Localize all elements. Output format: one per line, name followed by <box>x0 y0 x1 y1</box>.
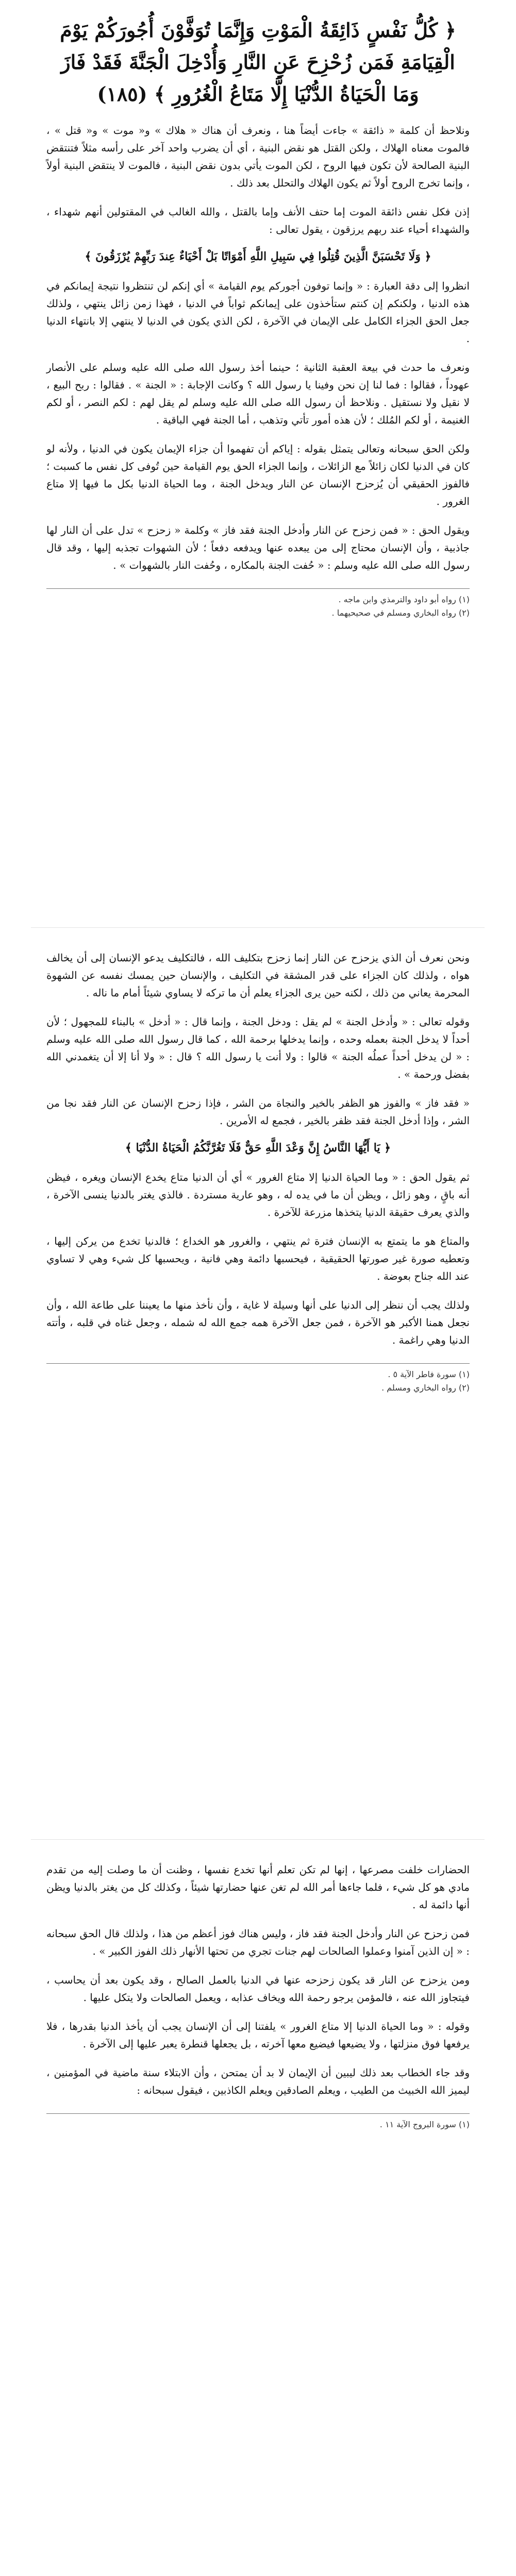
paragraph: ولكن الحق سبحانه وتعالى يتمثل بقوله : إياكم أن تفهموا أن جزاء الإيمان يكون في الدنيا ، ولأنه لو كان في الدنيا لكان زائلاً مع الزائلات ، وإنما الجزاء الحق يوم القيامة حين تُوفى كل نفس ما كسبت ؛ فالفوز الحقيقي أن يُزحزح الإنسان عن النار ويدخل الجنة ، وما الحياة الدنيا بكل ما فيها إلا متاع الغرور . <box>46 443 470 507</box>
quoted-verse: ﴿ وَلَا تَحْسَبَنَّ الَّذِينَ قُتِلُوا فِي سَبِيلِ اللَّهِ أَمْوَاتًا بَلْ أَحْيَاءٌ عِندَ رَبِّهِمْ يُرْزَقُونَ ﴾ <box>85 250 431 263</box>
paragraph: ثم يقول الحق : « وما الحياة الدنيا إلا متاع الغرور » أي أن الدنيا متاع يخدع الإنسان ويغره ، فيظن أنه باقٍ ، وهو زائل ، ويظن أن ما في يده له ، وهو عارية مستردة . فالذي يغتر بالدنيا ينسى الآخرة ، والذي يعرف حقيقة الدنيا يتخذها مزرعة للآخرة . <box>46 1171 470 1218</box>
paragraph: وقوله تعالى : « وأدخل الجنة » لم يقل : ودخل الجنة ، وإنما قال : « أدخل » بالبناء للمجهول ؛ لأن أحداً لا يدخل الجنة بعمله وحده ، وإنما يدخلها برحمة الله ، كما قال رسول الله صلى الله عليه وسلم : « لن يدخل أحداً عملُه الجنة » قالوا : ولا أنت يا رسول الله ؟ قال : « ولا أنا إلا أن يتغمدني الله بفضل ورحمة » . <box>46 1015 470 1080</box>
footnote: (١) سورة فاطر الآية ٥ . <box>388 1369 470 1379</box>
paragraph: ومن يزحزح عن النار قد يكون زحزحه عنها في الدنيا بالعمل الصالح ، وقد يكون بعد أن يحاسب ، فيتجاوز الله عنه ، فالمؤمن يرجو رحمة الله ويخاف عذابه ، ويعمل الصالحات ولا يتكل عليها . <box>46 1974 470 2004</box>
page-2 <box>0 938 516 1834</box>
paragraph: ولذلك يجب أن ننظر إلى الدنيا على أنها وسيلة لا غاية ، وأن نأخذ منها ما يعيننا على طاعة الله ، وأن نجعل همنا الأكبر هو الآخرة ، فمن جعل الآخرة همه جمع الله له شمله ، وجعل غناه في قلبه ، وأتته الدنيا وهي راغمة . <box>46 1299 470 1346</box>
paragraph: فمن زحزح عن النار وأدخل الجنة فقد فاز ، وليس هناك فوز أعظم من هذا ، ولذلك قال الحق سبحانه : « إن الذين آمنوا وعملوا الصالحات لهم جنات تجري من تحتها الأنهار ذلك الفوز الكبير » . <box>46 1927 470 1957</box>
paragraph: وقوله : « وما الحياة الدنيا إلا متاع الغرور » يلفتنا إلى أن الإنسان يجب أن يأخذ الدنيا بقدرها ، فلا يرفعها فوق منزلتها ، ولا يضيعها فيضيع معها آخرته ، بل يجعلها قنطرة يعبر عليها إلى الآخرة . <box>46 2020 470 2050</box>
paragraph: ويقول الحق : « فمن زحزح عن النار وأدخل الجنة فقد فاز » وكلمة « زحزح » تدل على أن النار لها جاذبية ، وأن الإنسان محتاج إلى من يبعده عنها ويدفعه دفعاً ؛ لأن الشهوات تجذبه إليها ، وقد قال رسول الله صلى الله عليه وسلم : « حُفت الجنة بالمكاره ، وحُفت النار بالشهوات » . <box>46 524 470 571</box>
footnotes <box>46 588 470 620</box>
paragraph: وقد جاء الخطاب بعد ذلك ليبين أن الإيمان لا بد أن يمتحن ، وأن الابتلاء سنة ماضية في المؤمنين ، ليميز الله الخبيث من الطيب ، ويعلم الصادقين ويعلم الكاذبين ، فيقول سبحانه : <box>46 2066 470 2096</box>
footnote: (٢) رواه البخاري ومسلم في صحيحيهما . <box>331 608 470 618</box>
quoted-verse: ﴿ يَا أَيُّهَا النَّاسُ إِنَّ وَعْدَ اللَّهِ حَقٌّ فَلَا تَغُرَّنَّكُمُ الْحَيَاةُ الدُّنْيَا ﴾ <box>125 1141 391 1155</box>
paragraph: ونلاحظ أن كلمة « ذائقة » جاءت أيضاً هنا ، ونعرف أن هناك « هلاك » و« موت » و« قتل » ، فالموت معناه الهلاك ، ولكن القتل هو نقض البنية ، أي أن يضرب واحد آخر على رأسه مثلاً فتنتقض البنية الصالحة لأن تكون فيها الروح ، لكن الموت يأتي بدون نقض البنية ، فالموت لا ينتقض البنية أولاً ، وإنما تخرج الروح أولاً ثم يكون الهلاك والتحلل بعد ذلك . <box>46 124 470 189</box>
page-separator <box>31 927 485 928</box>
verse-block: ﴿ كُلُّ نَفْسٍ ذَائِقَةُ الْمَوْتِ وَإِنَّمَا تُوَفَّوْنَ أُجُورَكُمْ يَوْمَ الْقِيَامَةِ فَمَن زُحْزِحَ عَنِ النَّارِ وَأُدْخِلَ الْجَنَّةَ فَقَدْ فَازَ وَمَا الْحَيَاةُ الدُّنْيَا إِلَّا مَتَاعُ الْغُرُورِ ﴾ (١٨٥) <box>60 19 456 106</box>
page-3 <box>0 1850 516 2576</box>
paragraph: الحضارات خلفت مصرعها ، إنها لم تكن تعلم أنها تخدع نفسها ، وظنت أن ما وصلت إليه من تقدم مادي هو كل شيء ، فلما جاءها أمر الله لم تغن عنها حضارتها شيئاً ، وكذلك كل من يغتر بالدنيا ويظن أنها دائمة له . <box>46 1863 470 1911</box>
paragraph: انظروا إلى دقة العبارة : « وإنما توفون أجوركم يوم القيامة » أي إنكم لن تنتظروا نتيجة إيمانكم في هذه الدنيا ، ولكنكم إن كنتم ستأخذون على إيمانكم ثواباً في الدنيا ، فهذا زمن زائل ينتهي ، ولذلك جعل الحق الجزاء الكامل على الإيمان في الآخرة ، لكن الذي يكون في الدنيا لا ينتهي إلا بانتهاء الدنيا . <box>46 280 470 345</box>
page-separator <box>31 1839 485 1840</box>
footnote: (٢) رواه البخاري ومسلم . <box>381 1383 470 1393</box>
footnotes <box>46 2113 470 2131</box>
paragraph: « فقد فاز » والفوز هو الظفر بالخير والنجاة من الشر ، فإذا زحزح الإنسان عن النار فقد نجا من الشر ، وإذا أدخل الجنة فقد ظفر بالخير ، فجمع له الأمرين . <box>46 1097 470 1127</box>
paragraph: ونحن نعرف أن الذي يزحزح عن النار إنما زحزح بتكليف الله ، فالتكليف يدعو الإنسان إلى أن يخالف هواه ، ولذلك كان الجزاء على قدر المشقة في التكليف ، والإنسان حين يمسك نفسه عن الشهوة المحرمة يعاني من ذلك ، لكنه حين يرى الجزاء يعلم أن ما تركه لا يساوي شيئاً أمام ما ناله . <box>46 952 470 999</box>
paragraph: إذن فكل نفس ذائقة الموت إما حتف الأنف وإما بالقتل ، والله الغالب في المقتولين أنهم شهداء ، والشهداء أحياء عند ربهم يرزقون ، يقول تعالى : <box>46 206 470 235</box>
paragraph: ونعرف ما حدث في بيعة العقبة الثانية ؛ حينما أخذ رسول الله صلى الله عليه وسلم على الأنصار عهوداً ، فقالوا : فما لنا إن نحن وفينا يا رسول الله ؟ وكانت الإجابة : « الجنة » . فقالوا : ربح البيع ، لا نقيل ولا نستقيل . ونلاحظ أن رسول الله صلى الله عليه وسلم لم يقل لهم : لكم النصر ، أو لكم الغنيمة ، أو لكم المُلك ؛ لأن هذه أمور تأتي وتذهب ، أما الجنة فهي الباقية . <box>46 361 470 426</box>
paragraph: والمتاع هو ما يتمتع به الإنسان فترة ثم ينتهي ، والغرور هو الخداع ؛ فالدنيا تخدع من يركن إليها ، وتعطيه صورة غير صورتها الحقيقية ، فيحسبها دائمة وهي فانية ، ويحسبها كل شيء وهي لا تساوي عند الله جناح بعوضة . <box>46 1235 470 1282</box>
footnote: (١) رواه أبو داود والترمذي وابن ماجه . <box>338 595 470 604</box>
footnote: (١) سورة البروج الآية ١١ . <box>379 2120 470 2129</box>
page-1 <box>0 0 516 922</box>
footnotes <box>46 1363 470 1395</box>
